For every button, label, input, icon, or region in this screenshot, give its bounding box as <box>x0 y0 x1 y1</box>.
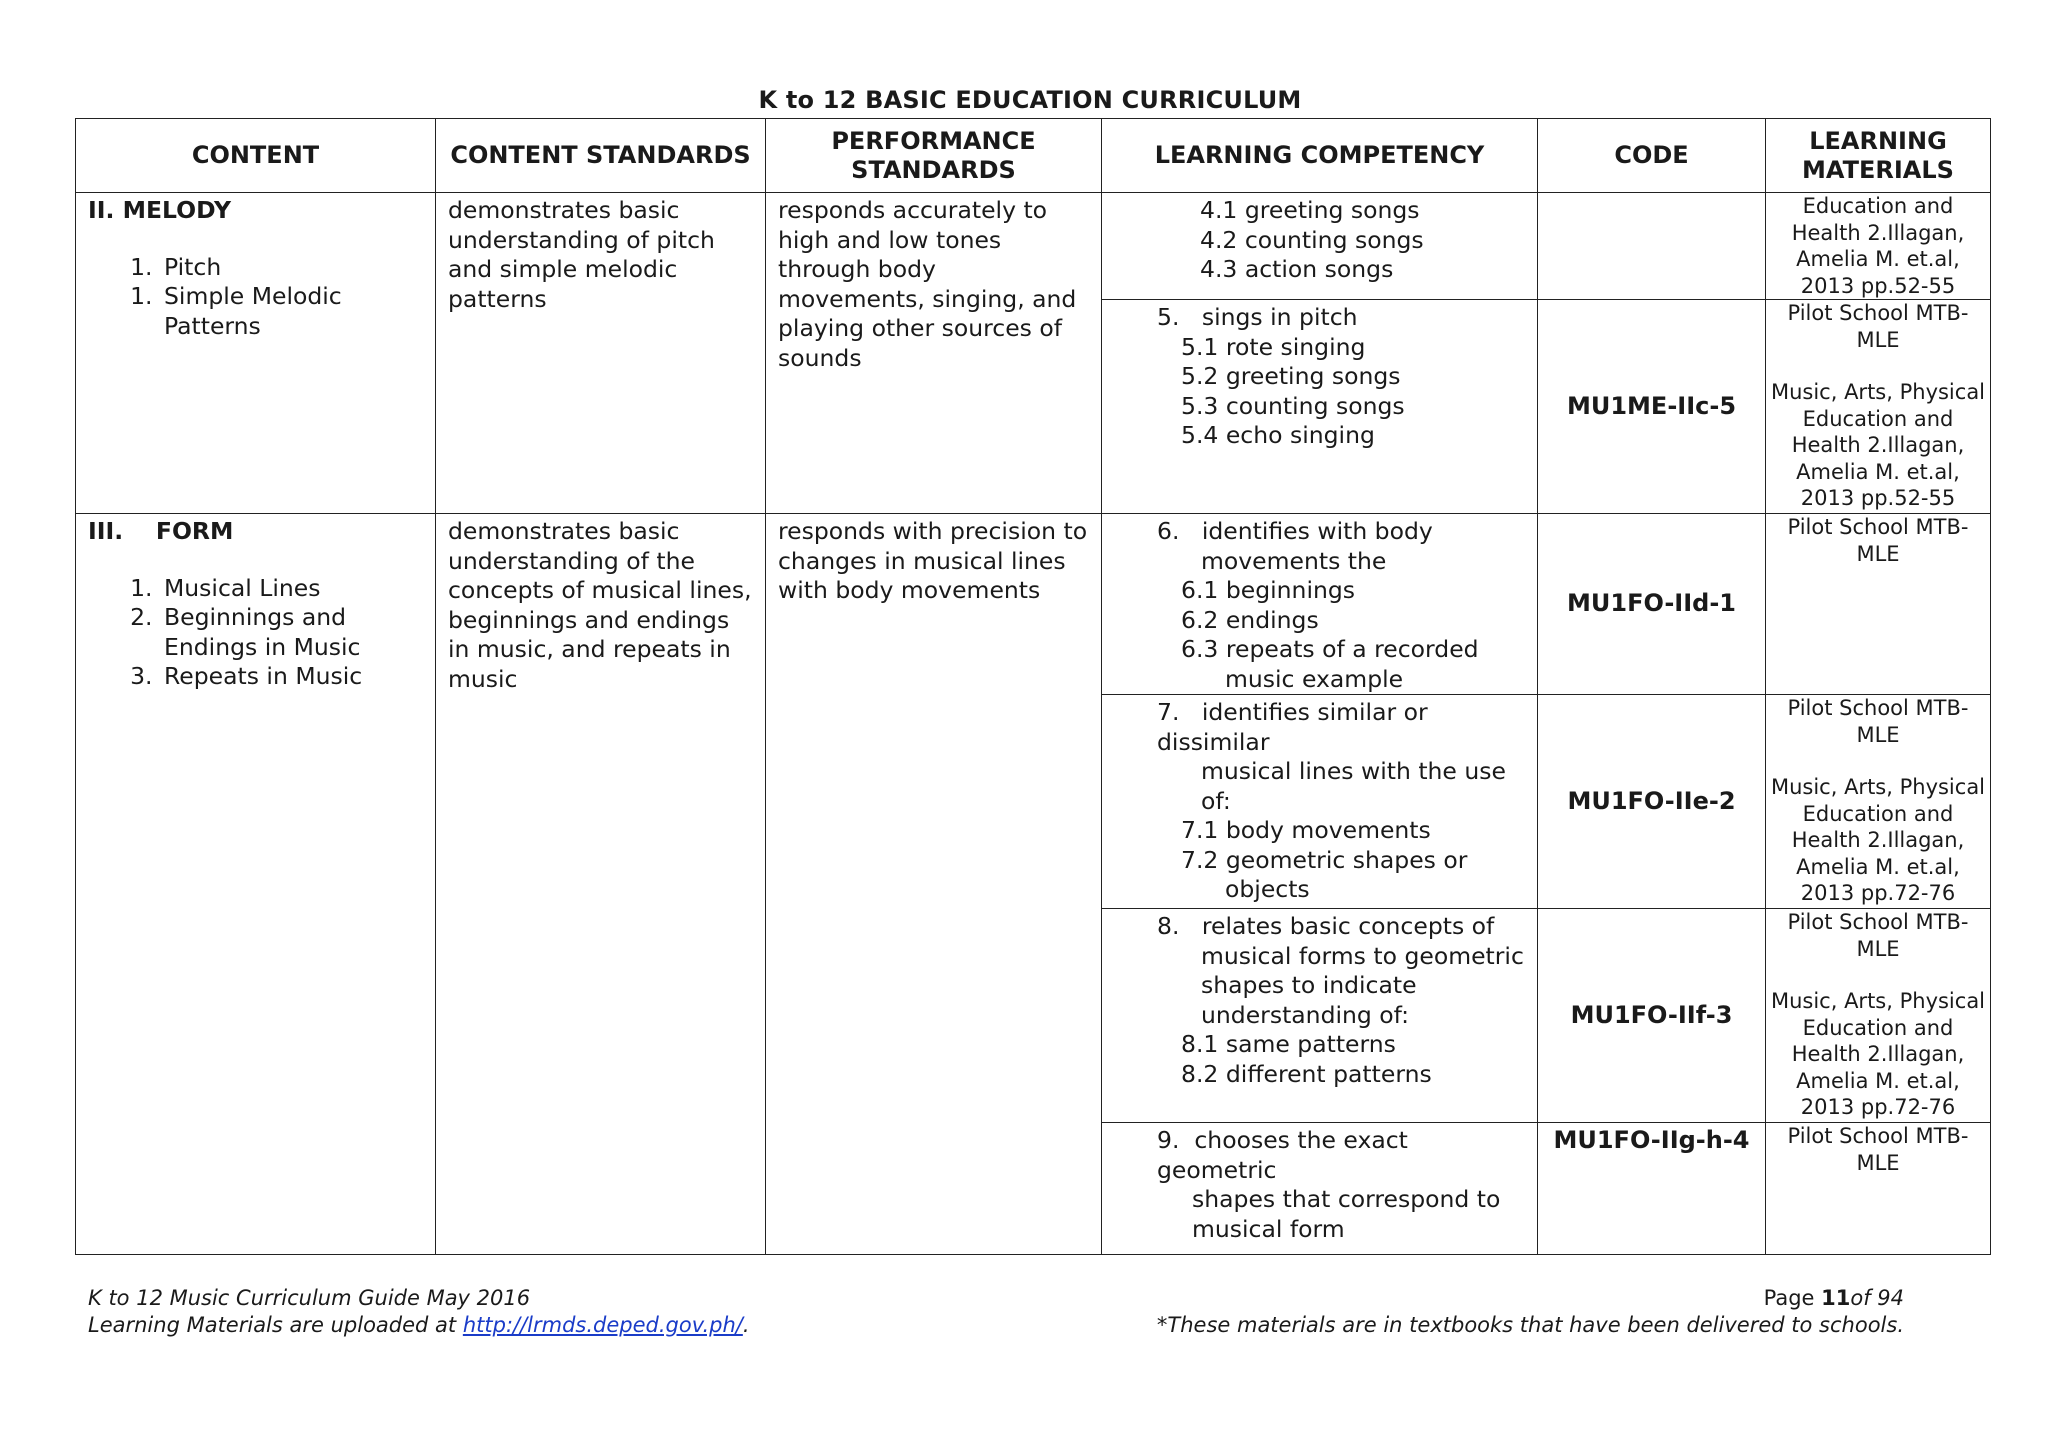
list-item: 1. Pitch <box>160 253 423 283</box>
materials-line: MLE <box>1856 1150 1900 1175</box>
materials-line: 2013 pp.72-76 <box>1800 881 1956 905</box>
header-performance-line1: PERFORMANCE <box>831 126 1036 155</box>
materials-line: Music, Arts, Physical <box>1770 380 1986 404</box>
competency-cell <box>1102 909 1538 1123</box>
competency-main: 5. sings in pitch <box>1157 303 1358 331</box>
list-item: 1. Simple Melodic Patterns <box>160 282 423 341</box>
competency-main-cont: shapes to indicate <box>1201 971 1417 999</box>
competency-subitem-cont: music example <box>1225 664 1404 693</box>
header-materials-line1: LEARNING <box>1809 126 1947 155</box>
form-performance-standard-text: responds with precision to changes in musical lines with body movements <box>778 517 1088 604</box>
competency-cell <box>1102 300 1538 514</box>
header-learning-competency: LEARNING COMPETENCY <box>1102 119 1538 193</box>
materials-cell <box>1766 193 1991 300</box>
code-cell: MU1FO-IIe-2 <box>1538 695 1766 909</box>
lrmds-link[interactable]: http://lrmds.deped.gov.ph/ <box>462 1313 743 1337</box>
footer-uploaded: Learning Materials are uploaded at http://lrmds.deped.gov.ph/. <box>88 1313 750 1337</box>
competency-main: 9. chooses the exact geometric <box>1157 1126 1408 1184</box>
melody-topic-list <box>88 253 423 342</box>
competency-main: 8. relates basic concepts of <box>1157 912 1495 940</box>
page-number: Page 11of 94 <box>1763 1286 1904 1310</box>
table-header-row <box>76 119 1991 193</box>
form-performance-standard <box>766 514 1102 1255</box>
competency-subitem: 6.2 endings <box>1181 605 1319 634</box>
competency-subitem: 4.2 counting songs <box>1200 225 1424 254</box>
code-cell: MU1FO-IIg-h-4 <box>1538 1123 1766 1255</box>
materials-line: Health 2.Illagan, <box>1791 220 1965 245</box>
competency-subitem-cont: objects <box>1225 875 1310 903</box>
competency-subitem: 8.1 same patterns <box>1181 1030 1396 1058</box>
melody-performance-standard-text: responds accurately to high and low tones through body movements, singing, and playing other sources of sounds <box>778 196 1077 372</box>
form-content-standard <box>436 514 766 1255</box>
competency-main-cont: movements the <box>1201 546 1387 575</box>
competency-subitem: 4.3 action songs <box>1200 255 1394 283</box>
competency-subitem: 7.1 body movements <box>1181 816 1431 844</box>
page-title: K to 12 BASIC EDUCATION CURRICULUM <box>758 86 1302 114</box>
materials-line: Pilot School MTB- <box>1787 1124 1969 1148</box>
competency-main: 6. identifies with body <box>1157 517 1433 545</box>
list-item: 3. Repeats in Music <box>160 662 423 692</box>
materials-line: Health 2.Illagan, <box>1791 828 1965 852</box>
competency-main-cont: understanding of: <box>1201 1000 1410 1029</box>
materials-line: Amelia M. et.al, <box>1796 1068 1960 1093</box>
materials-line: Amelia M. et.al, <box>1796 854 1960 879</box>
melody-heading: II. MELODY <box>88 196 231 224</box>
footer-note: *These materials are in textbooks that have been delivered to schools. <box>1156 1313 1904 1337</box>
competency-cell <box>1102 695 1538 909</box>
materials-line: Amelia M. et.al, <box>1796 459 1960 484</box>
melody-performance-standard <box>766 193 1102 514</box>
competency-subitem: 5.1 rote singing <box>1181 332 1366 361</box>
competency-main-cont: musical form <box>1192 1214 1345 1243</box>
materials-line: MLE <box>1856 722 1900 747</box>
form-content-standard-text: demonstrates basic understanding of the concepts of musical lines, beginnings and endings in music, and repeats in music <box>448 517 752 693</box>
table-row <box>76 514 1991 695</box>
header-content: CONTENT <box>76 119 436 193</box>
melody-content-cell <box>76 193 436 514</box>
competency-subitem: 7.2 geometric shapes or <box>1181 845 1468 874</box>
materials-line: Pilot School MTB- <box>1787 301 1969 325</box>
header-performance-standards <box>766 119 1102 193</box>
code-cell <box>1538 193 1766 300</box>
competency-subitem: 5.3 counting songs <box>1181 391 1405 420</box>
materials-line: 2013 pp.52-55 <box>1800 273 1956 298</box>
materials-line: Education and <box>1802 1015 1954 1040</box>
materials-line: Education and <box>1802 406 1954 431</box>
list-item: 2. Beginnings and Endings in Music <box>160 603 423 662</box>
materials-line: MLE <box>1856 936 1900 961</box>
code-cell: MU1ME-IIc-5 <box>1538 300 1766 514</box>
materials-cell <box>1766 300 1991 514</box>
table-row <box>76 193 1991 300</box>
competency-cell <box>1102 1123 1538 1255</box>
competency-subitem: 5.2 greeting songs <box>1181 362 1401 390</box>
competency-main: 7. identifies similar or dissimilar <box>1157 698 1428 756</box>
header-code: CODE <box>1538 119 1766 193</box>
materials-line: Amelia M. et.al, <box>1796 247 1960 271</box>
competency-cell <box>1102 193 1538 300</box>
materials-line: MLE <box>1856 327 1900 352</box>
form-topic-list <box>88 574 423 692</box>
footer-right <box>1157 1285 1904 1339</box>
materials-cell <box>1766 695 1991 909</box>
header-learning-materials <box>1766 119 1991 193</box>
materials-line: Pilot School MTB- <box>1787 910 1969 934</box>
footer-left <box>88 1285 750 1339</box>
header-performance-line2: STANDARDS <box>851 155 1016 184</box>
materials-line: 2013 pp.72-76 <box>1800 1095 1956 1119</box>
competency-subitem: 6.1 beginnings <box>1181 576 1356 604</box>
competency-subitem: 6.3 repeats of a recorded <box>1181 635 1479 663</box>
header-materials-line2: MATERIALS <box>1802 155 1954 184</box>
competency-subitem: 8.2 different patterns <box>1181 1059 1432 1088</box>
materials-line: Health 2.Illagan, <box>1791 1042 1965 1066</box>
materials-line: Education and <box>1802 194 1954 218</box>
competency-subitem: 5.4 echo singing <box>1181 421 1375 449</box>
materials-line: Pilot School MTB- <box>1787 515 1969 539</box>
materials-line: Music, Arts, Physical <box>1770 989 1986 1013</box>
list-item: 1. Musical Lines <box>160 574 423 604</box>
materials-line: Education and <box>1802 801 1954 826</box>
form-content-cell <box>76 514 436 1255</box>
curriculum-table <box>75 118 1991 1255</box>
competency-main-cont: shapes that correspond to <box>1192 1185 1501 1213</box>
materials-line: Health 2.Illagan, <box>1791 433 1965 457</box>
materials-line: 2013 pp.52-55 <box>1800 486 1956 510</box>
materials-cell <box>1766 1123 1991 1255</box>
competency-cell <box>1102 514 1538 695</box>
header-content-standards: CONTENT STANDARDS <box>436 119 766 193</box>
competency-main-cont: musical lines with the use of: <box>1201 757 1506 815</box>
footer-guide: K to 12 Music Curriculum Guide May 2016 <box>88 1286 531 1310</box>
materials-line: Pilot School MTB- <box>1787 696 1969 720</box>
competency-subitem: 4.1 greeting songs <box>1200 196 1420 224</box>
competency-main-cont: musical forms to geometric <box>1201 941 1524 970</box>
materials-line: Music, Arts, Physical <box>1770 775 1986 799</box>
melody-content-standard-text: demonstrates basic understanding of pitch and simple melodic patterns <box>448 196 715 313</box>
melody-content-standard <box>436 193 766 514</box>
code-cell: MU1FO-IIf-3 <box>1538 909 1766 1123</box>
materials-cell <box>1766 514 1991 695</box>
materials-cell <box>1766 909 1991 1123</box>
form-heading: III. FORM <box>88 517 234 545</box>
materials-line: MLE <box>1856 541 1900 566</box>
code-cell: MU1FO-IId-1 <box>1538 514 1766 695</box>
